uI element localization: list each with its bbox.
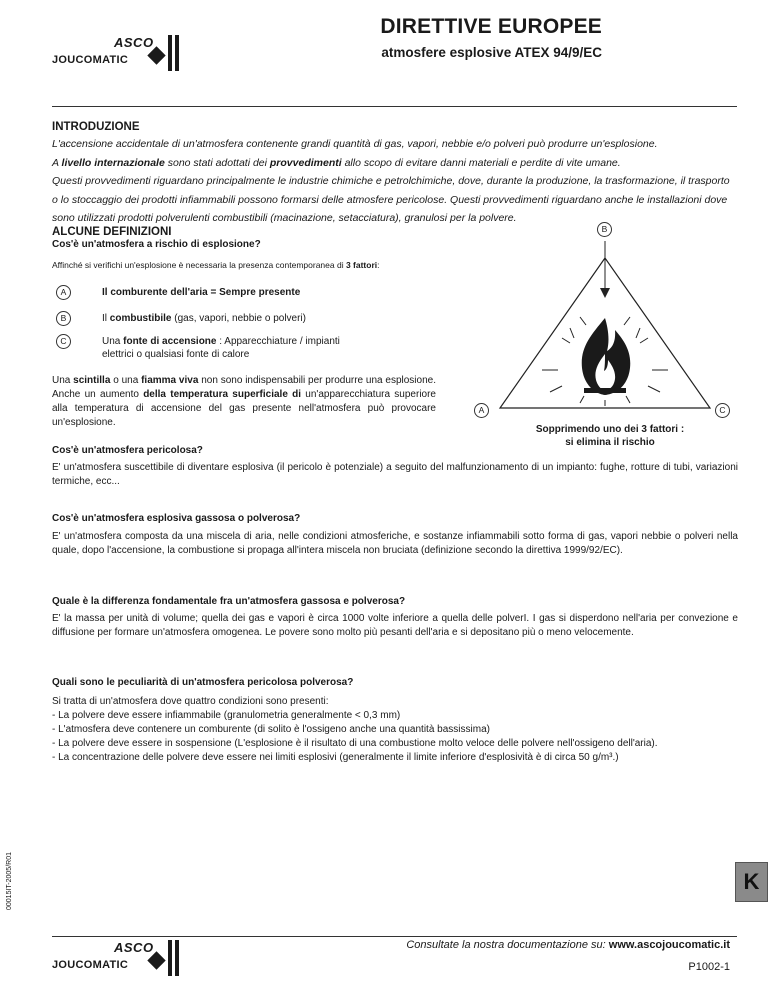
question-3: Cos'è un'atmosfera esplosiva gassosa o polverosa? bbox=[52, 513, 301, 524]
flame-icon bbox=[582, 318, 631, 395]
header-logo bbox=[52, 33, 187, 83]
document-code: 00015IT-2005/R01 bbox=[6, 852, 13, 910]
logo-asco-text: ASCO bbox=[114, 940, 154, 955]
question-2: Cos'è un'atmosfera pericolosa? bbox=[52, 445, 203, 456]
intro-paragraph-1a: L'accensione accidentale di un'atmosfera contenente grandi quantità di gas, vapori, nebbie e/o polveri può produrre un'esplosione. bbox=[52, 138, 658, 150]
list-item: - L'atmosfera deve contenere un comburente (di solito è l'ossigeno anche una quantità bassissima) bbox=[52, 724, 490, 735]
list-item: - La polvere deve essere in sospensione (L'esplosione è il risultato di una combustione molto veloce delle polvere nell'ossigeno dell'aria). bbox=[52, 738, 658, 749]
conditions-list bbox=[52, 709, 738, 765]
answer-5-lead: Si tratta di un'atmosfera dove quattro condizioni sono presenti: bbox=[52, 696, 329, 707]
ignition-note: Una scintilla o una fiamma viva non sono indispensabili per produrre una esplosione. Anche un aumento della temperatura superficiale di un'apparecchiatura superiore alla temperatura di accensione del gas presente nell'atmosfera può provocare un'esplosione. bbox=[52, 375, 436, 428]
intro-paragraph-1b: A livello internazionale sono stati adottati dei provvedimenti allo scopo di evitare danni materiali e perdite di vite umane. bbox=[52, 156, 621, 169]
fire-base-icon bbox=[584, 388, 626, 393]
footer-logo bbox=[52, 938, 187, 988]
page-title: DIRETTIVE EUROPEE bbox=[380, 15, 602, 38]
intro-paragraph-2: Questi provvedimenti riguardano principalmente le industrie chimiche e petrolchimiche, dove, durante la produzione, la trasformazione, il trasporto o lo stoccaggio dei prodotti infiammabili possono formarsi delle atmosfere pericolose. Questi provvedimenti riguardano anche le installazioni dove sono utilizzati prodotti polverulenti combustibili (macinazione, setacciatura), granulosi per la polvere. bbox=[52, 175, 730, 224]
header-divider bbox=[52, 106, 737, 107]
footer-divider bbox=[52, 936, 737, 937]
footer-consult: Consultate la nostra documentazione su: www.ascojoucomatic.it bbox=[406, 939, 730, 951]
logo-bar-icon bbox=[168, 940, 172, 976]
logo-bar-icon bbox=[168, 35, 172, 71]
triangle-a-badge: A bbox=[474, 403, 489, 418]
question-1: Cos'è un'atmosfera a rischio di esplosione? bbox=[52, 239, 261, 250]
logo-asco-text: ASCO bbox=[114, 35, 154, 50]
answer-5 bbox=[52, 695, 738, 765]
logo-bar-icon bbox=[175, 940, 179, 976]
page-code: P1002-1 bbox=[688, 961, 730, 973]
factor-a-text: Il comburente dell'aria = Sempre presente bbox=[102, 287, 301, 298]
factor-b-text: Il combustibile (gas, vapori, nebbie o polveri) bbox=[102, 313, 306, 324]
intro-heading: INTRODUZIONE bbox=[52, 121, 140, 133]
fire-triangle-diagram bbox=[470, 220, 740, 420]
logo-joucomatic-text: JOUCOMATIC bbox=[52, 54, 129, 66]
definitions-heading: ALCUNE DEFINIZIONI bbox=[52, 226, 172, 238]
question-1-lead: Affinché si verifichi un'esplosione è necessaria la presenza contemporanea di 3 fattori: bbox=[52, 260, 380, 270]
section-tab-k: K bbox=[735, 862, 768, 902]
question-4: Quale è la differenza fondamentale fra un'atmosfera gassosa e polverosa? bbox=[52, 596, 406, 607]
logo-bar-icon bbox=[175, 35, 179, 71]
factor-c-badge: C bbox=[56, 334, 71, 349]
triangle-c-badge: C bbox=[715, 403, 730, 418]
intro-text bbox=[52, 135, 738, 228]
list-item: - La polvere deve essere infiammabile (granulometria generalmente < 0,3 mm) bbox=[52, 710, 401, 721]
answer-2: E' un'atmosfera suscettibile di diventare esplosiva (il pericolo è potenziale) a seguito del malfunzionamento di un impianto: fughe, rotture di tubi, variazioni termiche, ecc... bbox=[52, 462, 738, 487]
factor-a-badge: A bbox=[56, 285, 71, 300]
logo-joucomatic-text: JOUCOMATIC bbox=[52, 959, 129, 971]
triangle-caption: Sopprimendo uno dei 3 fattori : si elimina il rischio bbox=[535, 424, 685, 448]
answer-4: E' la massa per unità di volume; quella dei gas e vapori è circa 1000 volte inferiore a quella delle polverI. I gas si disperdono nell'aria per convezione e diffusione per formare un'atmosfera omogenea. Le povere sono molto più pesanti dell'aria e si depositano più o meno velocemente. bbox=[52, 613, 738, 638]
triangle-b-badge: B bbox=[597, 222, 612, 237]
page-subtitle: atmosfere esplosive ATEX 94/9/EC bbox=[381, 45, 602, 60]
question-5: Quali sono le peculiarità di un'atmosfera pericolosa polverosa? bbox=[52, 677, 354, 688]
factor-c-text: Una fonte di accensione : Apparecchiature / impianti elettrici o qualsiasi fonte di calore bbox=[102, 336, 340, 360]
list-item: - La concentrazione delle polvere deve essere nei limiti esplosivi (generalmente il limite inferiore d'esplosività è di circa 50 g/m³.) bbox=[52, 752, 619, 763]
answer-3: E' un'atmosfera composta da una miscela di aria, nelle condizioni atmosferiche, e sostanze infiammabili sotto forma di gas, vapori nebbie o polveri nella quale, dopo l'accensione, la combustione si propaga all'intera miscela non bruciata (definizione secondo la direttiva 1999/92/EC). bbox=[52, 531, 738, 556]
factor-b-badge: B bbox=[56, 311, 71, 326]
website-link[interactable]: www.ascojoucomatic.it bbox=[608, 939, 730, 951]
